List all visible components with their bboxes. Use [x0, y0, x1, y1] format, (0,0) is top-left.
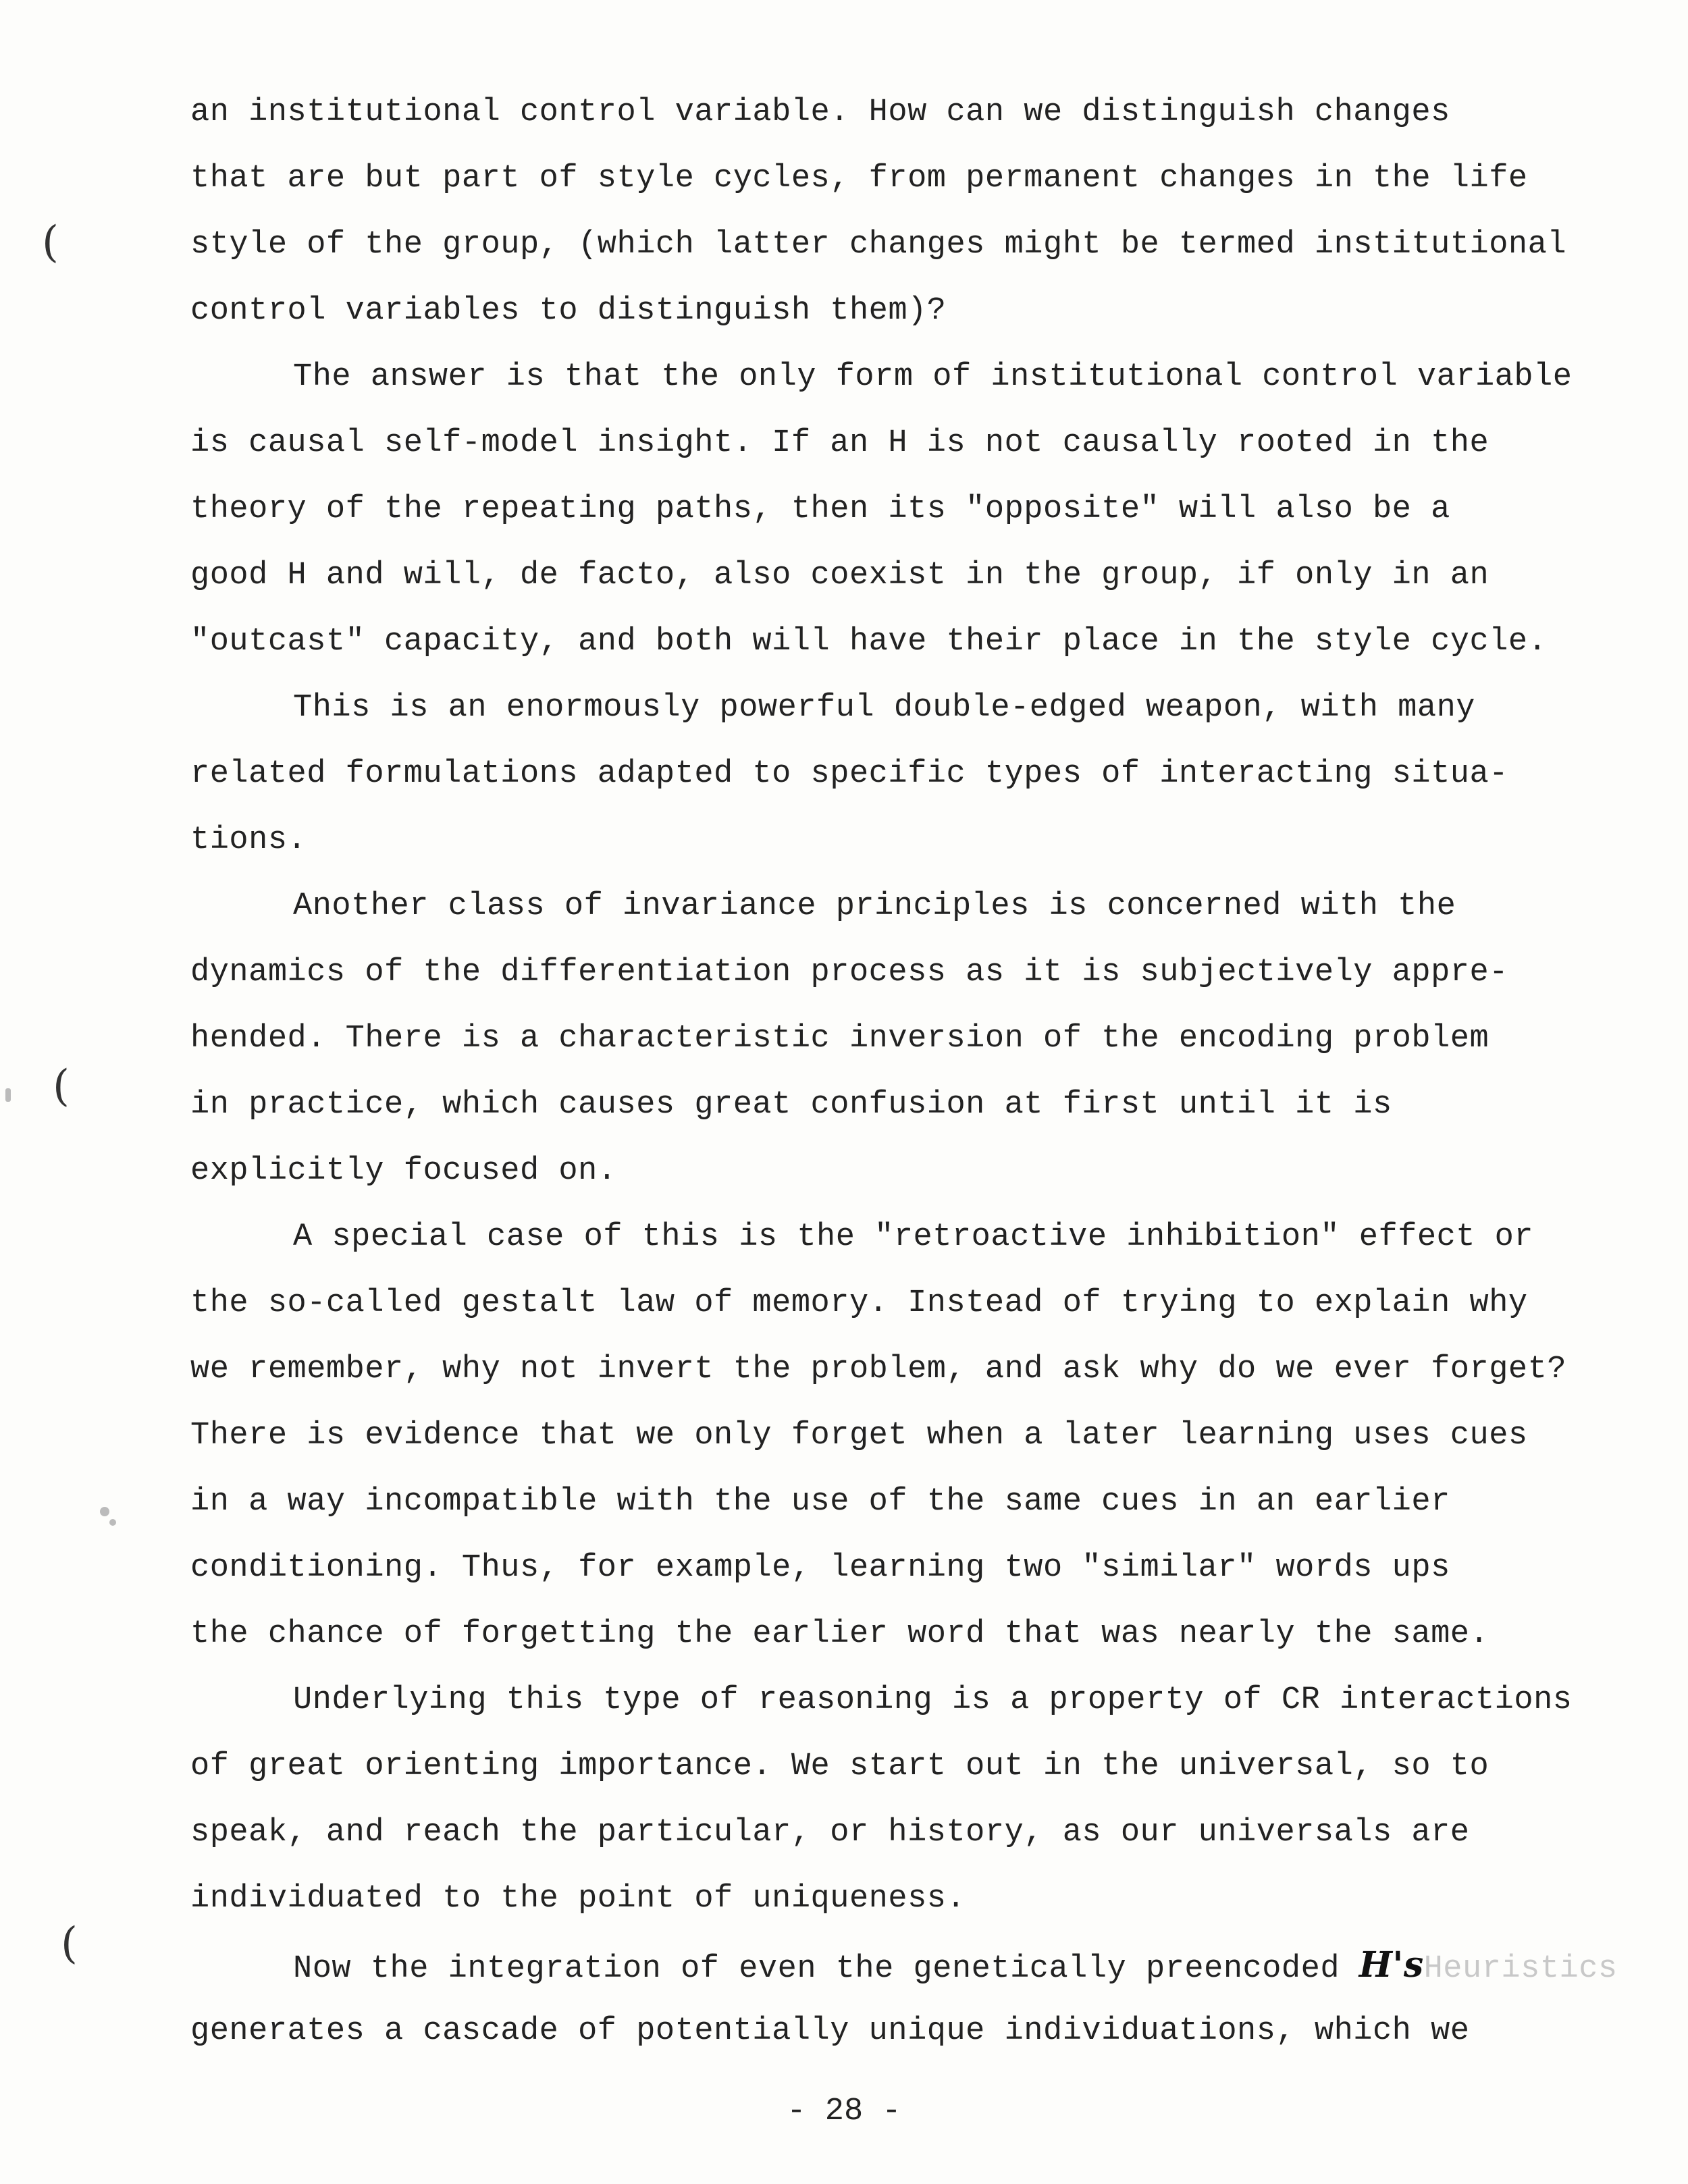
handwritten-insertion: H's	[1359, 1944, 1424, 1986]
text-line: good H and will, de facto, also coexist in the group, if only in an	[190, 558, 1489, 593]
text-line: speak, and reach the particular, or history, as our universals are	[190, 1815, 1470, 1850]
text-line: hended. There is a characteristic inversion of the encoding problem	[190, 1021, 1489, 1057]
text-line: explicitly focused on.	[190, 1153, 617, 1189]
struck-out-word: Heuristics	[1423, 1951, 1618, 1987]
margin-parenthesis-mark: (	[42, 217, 59, 267]
margin-parenthesis-mark: (	[61, 1919, 78, 1969]
text-line: individuated to the point of uniqueness.	[190, 1881, 966, 1917]
text-line: related formulations adapted to specific types of interacting situa-	[190, 756, 1508, 792]
text-line: There is evidence that we only forget when a later learning uses cues	[190, 1418, 1528, 1454]
page-number: - 28 -	[787, 2094, 901, 2129]
text-line: A special case of this is the "retroactive inhibition" effect or	[293, 1219, 1534, 1255]
margin-parenthesis-mark: (	[53, 1061, 70, 1111]
text-line: dynamics of the differentiation process as it is subjectively appre-	[190, 955, 1508, 990]
text-line: is causal self-model insight. If an H is not causally rooted in the	[190, 425, 1489, 461]
paper-speck	[100, 1507, 109, 1516]
text-line: control variables to distinguish them)?	[190, 293, 947, 329]
text-line: of great orienting importance. We start out in the universal, so to	[190, 1749, 1489, 1784]
text-line: the chance of forgetting the earlier word that was nearly the same.	[190, 1616, 1489, 1652]
text-line: Another class of invariance principles is concerned with the	[293, 888, 1456, 924]
text-line: style of the group, (which latter changes might be termed institutional	[190, 227, 1567, 263]
text-line: that are but part of style cycles, from permanent changes in the life	[190, 161, 1528, 196]
text-line: in a way incompatible with the use of the same cues in an earlier	[190, 1484, 1450, 1520]
text-line: The answer is that the only form of institutional control variable	[293, 359, 1573, 395]
text-line: Underlying this type of reasoning is a property of CR interactions	[293, 1682, 1573, 1718]
text-line: the so-called gestalt law of memory. Instead of trying to explain why	[190, 1285, 1528, 1321]
paper-speck	[109, 1519, 116, 1526]
body-text	[190, 80, 1642, 2065]
text-line: theory of the repeating paths, then its "opposite" will also be a	[190, 491, 1450, 527]
paper-speck	[5, 1088, 11, 1102]
text-line: generates a cascade of potentially unique individuations, which we	[190, 2013, 1470, 2049]
text-line: we remember, why not invert the problem, and ask why do we ever forget?	[190, 1352, 1567, 1387]
text-line-prefix: Now the integration of even the genetically preencoded	[293, 1951, 1359, 1987]
text-line: "outcast" capacity, and both will have their place in the style cycle.	[190, 624, 1548, 660]
text-line: This is an enormously powerful double-edged weapon, with many	[293, 690, 1475, 726]
text-line: in practice, which causes great confusion at first until it is	[190, 1087, 1392, 1123]
text-line: an institutional control variable. How can we distinguish changes	[190, 95, 1450, 130]
text-line-with-handwriting	[190, 1932, 1642, 1998]
text-line: conditioning. Thus, for example, learning two "similar" words ups	[190, 1550, 1450, 1586]
text-line: tions.	[190, 822, 307, 858]
